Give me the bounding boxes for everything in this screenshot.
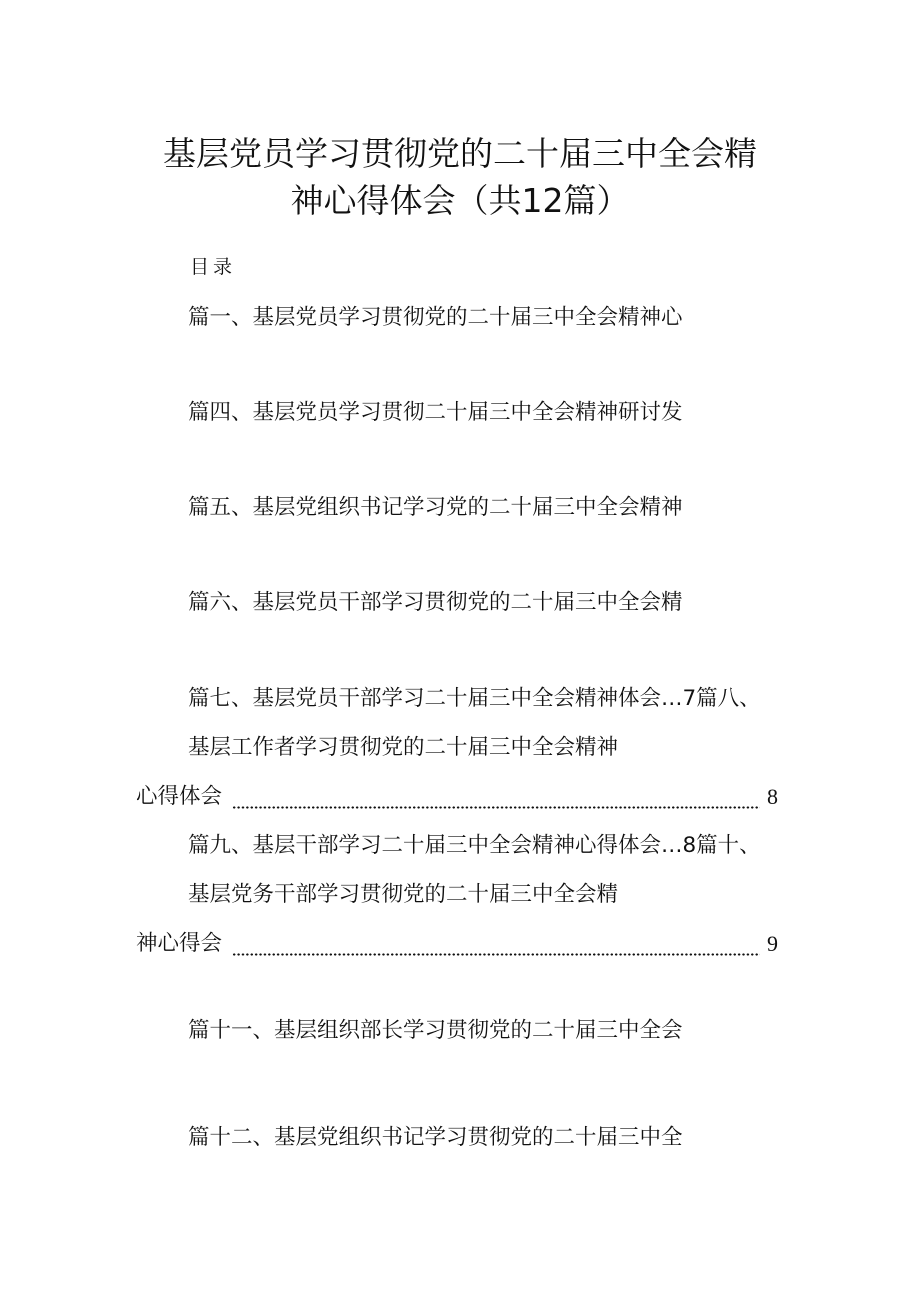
toc-leader-text: 心得体会 bbox=[136, 782, 226, 812]
document-title-line-2: 神心得体会（共12篇） bbox=[290, 181, 630, 220]
toc-entry-4[interactable]: 篇四、基层党员学习贯彻二十届三中全会精神研讨发 bbox=[188, 400, 683, 425]
toc-leader-line-10[interactable] bbox=[136, 929, 778, 959]
toc-entry-10[interactable]: 基层党务干部学习贯彻党的二十届三中全会精 bbox=[188, 882, 619, 907]
dot-leader bbox=[232, 806, 760, 809]
toc-entry-1[interactable]: 篇一、基层党员学习贯彻党的二十届三中全会精神心 bbox=[188, 305, 683, 330]
toc-entry-11[interactable]: 篇十一、基层组织部长学习贯彻党的二十届三中全会 bbox=[188, 1018, 683, 1043]
toc-entry-12[interactable]: 篇十二、基层党组织书记学习贯彻党的二十届三中全 bbox=[188, 1125, 683, 1150]
toc-entry-9[interactable]: 篇九、基层干部学习二十届三中全会精神心得体会…8篇十、 bbox=[188, 833, 761, 858]
toc-entry-7[interactable]: 篇七、基层党员干部学习二十届三中全会精神体会…7篇八、 bbox=[188, 686, 761, 711]
toc-entry-8[interactable]: 基层工作者学习贯彻党的二十届三中全会精神 bbox=[188, 735, 619, 760]
document-title-line-1: 基层党员学习贯彻党的二十届三中全会精 bbox=[163, 134, 757, 173]
toc-page-number: 9 bbox=[765, 929, 778, 959]
toc-entry-5[interactable]: 篇五、基层党组织书记学习党的二十届三中全会精神 bbox=[188, 495, 683, 520]
toc-page-number: 8 bbox=[765, 782, 778, 812]
toc-entry-6[interactable]: 篇六、基层党员干部学习贯彻党的二十届三中全会精 bbox=[188, 590, 683, 615]
toc-leader-line-8[interactable] bbox=[136, 782, 778, 812]
dot-leader bbox=[232, 953, 760, 956]
toc-heading: 目录 bbox=[190, 256, 237, 278]
toc-leader-text: 神心得会 bbox=[136, 929, 226, 959]
